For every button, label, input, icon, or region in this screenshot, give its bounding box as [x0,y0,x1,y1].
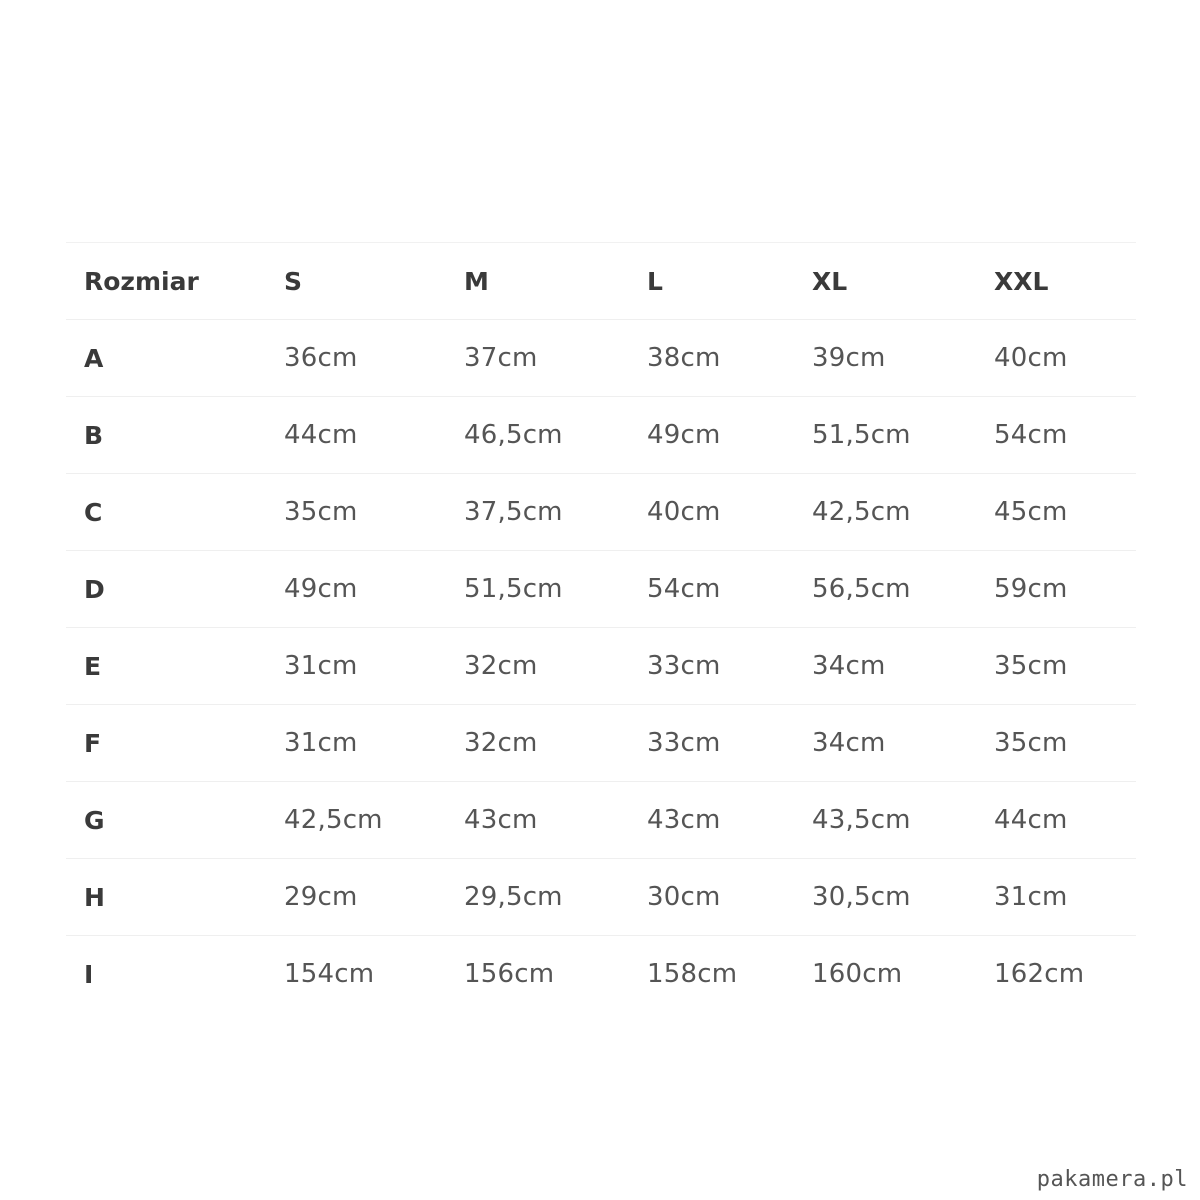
cell-value: 40cm [994,320,1136,397]
cell-value: 32cm [464,705,647,782]
cell-value: 37,5cm [464,474,647,551]
cell-value: 32cm [464,628,647,705]
table-row [66,397,1136,474]
size-chart-table [66,242,1136,1012]
header-size-xxl: XXL [994,243,1136,320]
cell-value: 49cm [647,397,812,474]
cell-value: 49cm [284,551,464,628]
cell-value: 154cm [284,959,375,989]
table-row [66,320,1136,397]
cell-value: 30cm [647,859,812,936]
row-label: E [66,628,284,705]
table-row [66,551,1136,628]
header-size-l: L [647,243,812,320]
cell-value: 43cm [647,782,812,859]
cell-value: 31cm [994,859,1136,936]
cell-value: 40cm [647,474,812,551]
row-label: A [66,320,284,397]
cell-value: 33cm [647,628,812,705]
cell-value: 51,5cm [812,397,994,474]
cell-value: 42,5cm [284,782,464,859]
cell-value: 160cm [812,959,903,989]
cell-value: 39cm [812,320,994,397]
table-row [66,859,1136,936]
cell-value: 34cm [812,628,994,705]
cell-value: 46,5cm [464,397,647,474]
cell-value: 56,5cm [812,551,994,628]
row-label: B [66,397,284,474]
table-row [66,705,1136,782]
cell-value: 29,5cm [464,859,647,936]
cell-value: 34cm [812,705,994,782]
row-label: G [66,782,284,859]
cell-value: 54cm [647,551,812,628]
cell-value: 30,5cm [812,859,994,936]
pakamera-watermark: pakamera.pl [1036,1167,1188,1192]
cell-value: 162cm [994,959,1085,989]
cell-value: 29cm [284,859,464,936]
cell-value: 38cm [647,320,812,397]
cell-value: 43,5cm [812,782,994,859]
row-label: I [84,959,94,989]
cell-value: 45cm [994,474,1136,551]
row-label: H [66,859,284,936]
cell-value: 37cm [464,320,647,397]
table-row [66,474,1136,551]
cell-value: 31cm [284,628,464,705]
table-row [66,782,1136,859]
row-label: F [66,705,284,782]
cell-value: 156cm [464,959,555,989]
cell-value: 31cm [284,705,464,782]
cell-value: 33cm [647,705,812,782]
cell-value: 51,5cm [464,551,647,628]
header-size-s: S [284,243,464,320]
cell-value: 35cm [284,474,464,551]
cell-value: 36cm [284,320,464,397]
cell-value: 44cm [994,782,1136,859]
row-label: D [66,551,284,628]
cell-value: 44cm [284,397,464,474]
cell-value: 54cm [994,397,1136,474]
row-label: C [66,474,284,551]
header-row [66,243,1136,320]
cell-value: 42,5cm [812,474,994,551]
cell-value: 59cm [994,551,1136,628]
header-size-xl: XL [812,243,994,320]
header-size-label: Rozmiar [66,243,284,320]
table-row [66,936,1136,1013]
cell-value: 158cm [647,959,738,989]
table-row [66,628,1136,705]
cell-value: 35cm [994,628,1136,705]
cell-value: 35cm [994,705,1136,782]
cell-value: 43cm [464,782,647,859]
header-size-m: M [464,243,647,320]
